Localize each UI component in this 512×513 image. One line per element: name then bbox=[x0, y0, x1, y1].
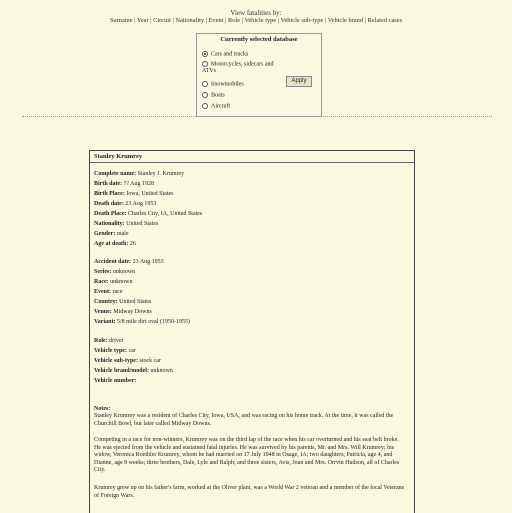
field-variant: Variant: 5/8 mile dirt oval (1950-1955) bbox=[94, 319, 190, 325]
fatality-record bbox=[89, 150, 415, 513]
notes-paragraph: Krumrey grew up on his father's farm, worked at the Oliver plant, was a World War 2 veteran and a member of the local Veterans of Foreign Wars. bbox=[94, 485, 405, 499]
db-option-aircraft[interactable]: Aircraft bbox=[202, 103, 230, 110]
radio-selected-icon[interactable] bbox=[202, 51, 208, 57]
view-by-circuit-link[interactable]: Circuit bbox=[153, 17, 171, 24]
field-event: Event: race bbox=[94, 289, 123, 295]
notes-paragraph: Competing in a race for non-winners, Krumrey was on the third lap of the race when his car overturned and his seat belt broke. He was ejected from the vehicle and sustained fatal injuries. He was survived by his parents, Mr. and Mrs. Will Krumrey; his widow, Veronica Roethler Krumrey, whom he had married on 17 July 1948 in Osage, IA; two daughters, Patricia, age 4, and Dianne, age 9 weeks; three brothers, Dale, Lyle and Ralph; and three sisters, Avis, Joan and Mrs. Orrvin Hudson, all of Charles City. bbox=[94, 437, 400, 474]
view-by-vehicle-type-link[interactable]: Vehicle type bbox=[244, 17, 277, 24]
field-vehicle-number: Vehicle number: bbox=[94, 378, 137, 384]
view-by-title: View fatalities by: bbox=[230, 9, 282, 17]
field-vehicle-brand: Vehicle brand/model: unknown bbox=[94, 368, 173, 374]
notes-paragraph: Stanley Krumrey was a resident of Charles City, Iowa, USA, and was racing on his home track. At the time, it was called the Churchill Bowl, but later called Midway Downs. bbox=[94, 413, 394, 427]
field-death-place: Death Place: Charles City, IA, United States bbox=[94, 211, 203, 217]
apply-button[interactable]: Apply bbox=[286, 76, 312, 87]
view-by-vehicle-subtype-link[interactable]: Vehicle sub-type bbox=[280, 17, 324, 24]
db-option-boats[interactable]: Boats bbox=[202, 92, 225, 99]
view-by-nationality-link[interactable]: Nationality bbox=[175, 17, 205, 24]
radio-icon[interactable] bbox=[202, 103, 208, 109]
view-by-links: Surname | Year | Circuit | Nationality | Event | Role | Vehicle type | Vehicle sub-type | Vehicle brand | Related cases bbox=[109, 17, 403, 24]
field-death-date: Death date: 23 Aug 1953 bbox=[94, 201, 157, 207]
field-role: Role: driver bbox=[94, 338, 124, 344]
field-venue: Venue: Midway Downs bbox=[94, 309, 152, 315]
field-age-at-death: Age at death: 26 bbox=[94, 241, 136, 247]
notes-label: Notes: bbox=[94, 406, 111, 412]
radio-icon[interactable] bbox=[202, 81, 208, 87]
field-series: Series: unknown bbox=[94, 269, 136, 275]
field-vehicle-type: Vehicle type: car bbox=[94, 348, 136, 354]
view-by-vehicle-brand-link[interactable]: Vehicle brand bbox=[327, 17, 364, 24]
view-by-surname-link[interactable]: Surname bbox=[109, 17, 133, 24]
radio-icon[interactable] bbox=[202, 61, 208, 67]
field-birth-place: Birth Place: Iowa, United States bbox=[94, 191, 174, 197]
database-selector-header: Currently selected database bbox=[220, 36, 298, 43]
field-gender: Gender: male bbox=[94, 231, 129, 237]
view-by-event-link[interactable]: Event bbox=[208, 17, 224, 24]
db-option-motorcycles[interactable]: Motorcycles, sidecars and ATVs bbox=[202, 61, 274, 75]
database-selector bbox=[196, 33, 322, 117]
field-vehicle-subtype: Vehicle sub-type: stock car bbox=[94, 358, 161, 364]
radio-icon[interactable] bbox=[202, 92, 208, 98]
db-option-cars[interactable]: Cars and trucks bbox=[202, 51, 248, 58]
divider bbox=[22, 116, 492, 117]
field-nationality: Nationality: United States bbox=[94, 221, 159, 227]
view-by-role-link[interactable]: Role bbox=[228, 17, 241, 24]
field-race: Race: unknown bbox=[94, 279, 133, 285]
view-by-related-cases-link[interactable]: Related cases bbox=[367, 17, 403, 24]
view-by-year-link[interactable]: Year bbox=[136, 17, 149, 24]
field-accident-date: Accident date: 23 Aug 1953 bbox=[94, 259, 164, 265]
field-birth-date: Birth date: ?? Aug 1928 bbox=[94, 181, 154, 187]
field-country: Country: United States bbox=[94, 299, 152, 305]
db-option-snowmobiles[interactable]: Snowmobiles bbox=[202, 81, 244, 88]
field-complete-name: Complete name: Stanley J. Krumrey bbox=[94, 171, 185, 177]
record-title: Stanley Krumrey bbox=[90, 151, 414, 163]
